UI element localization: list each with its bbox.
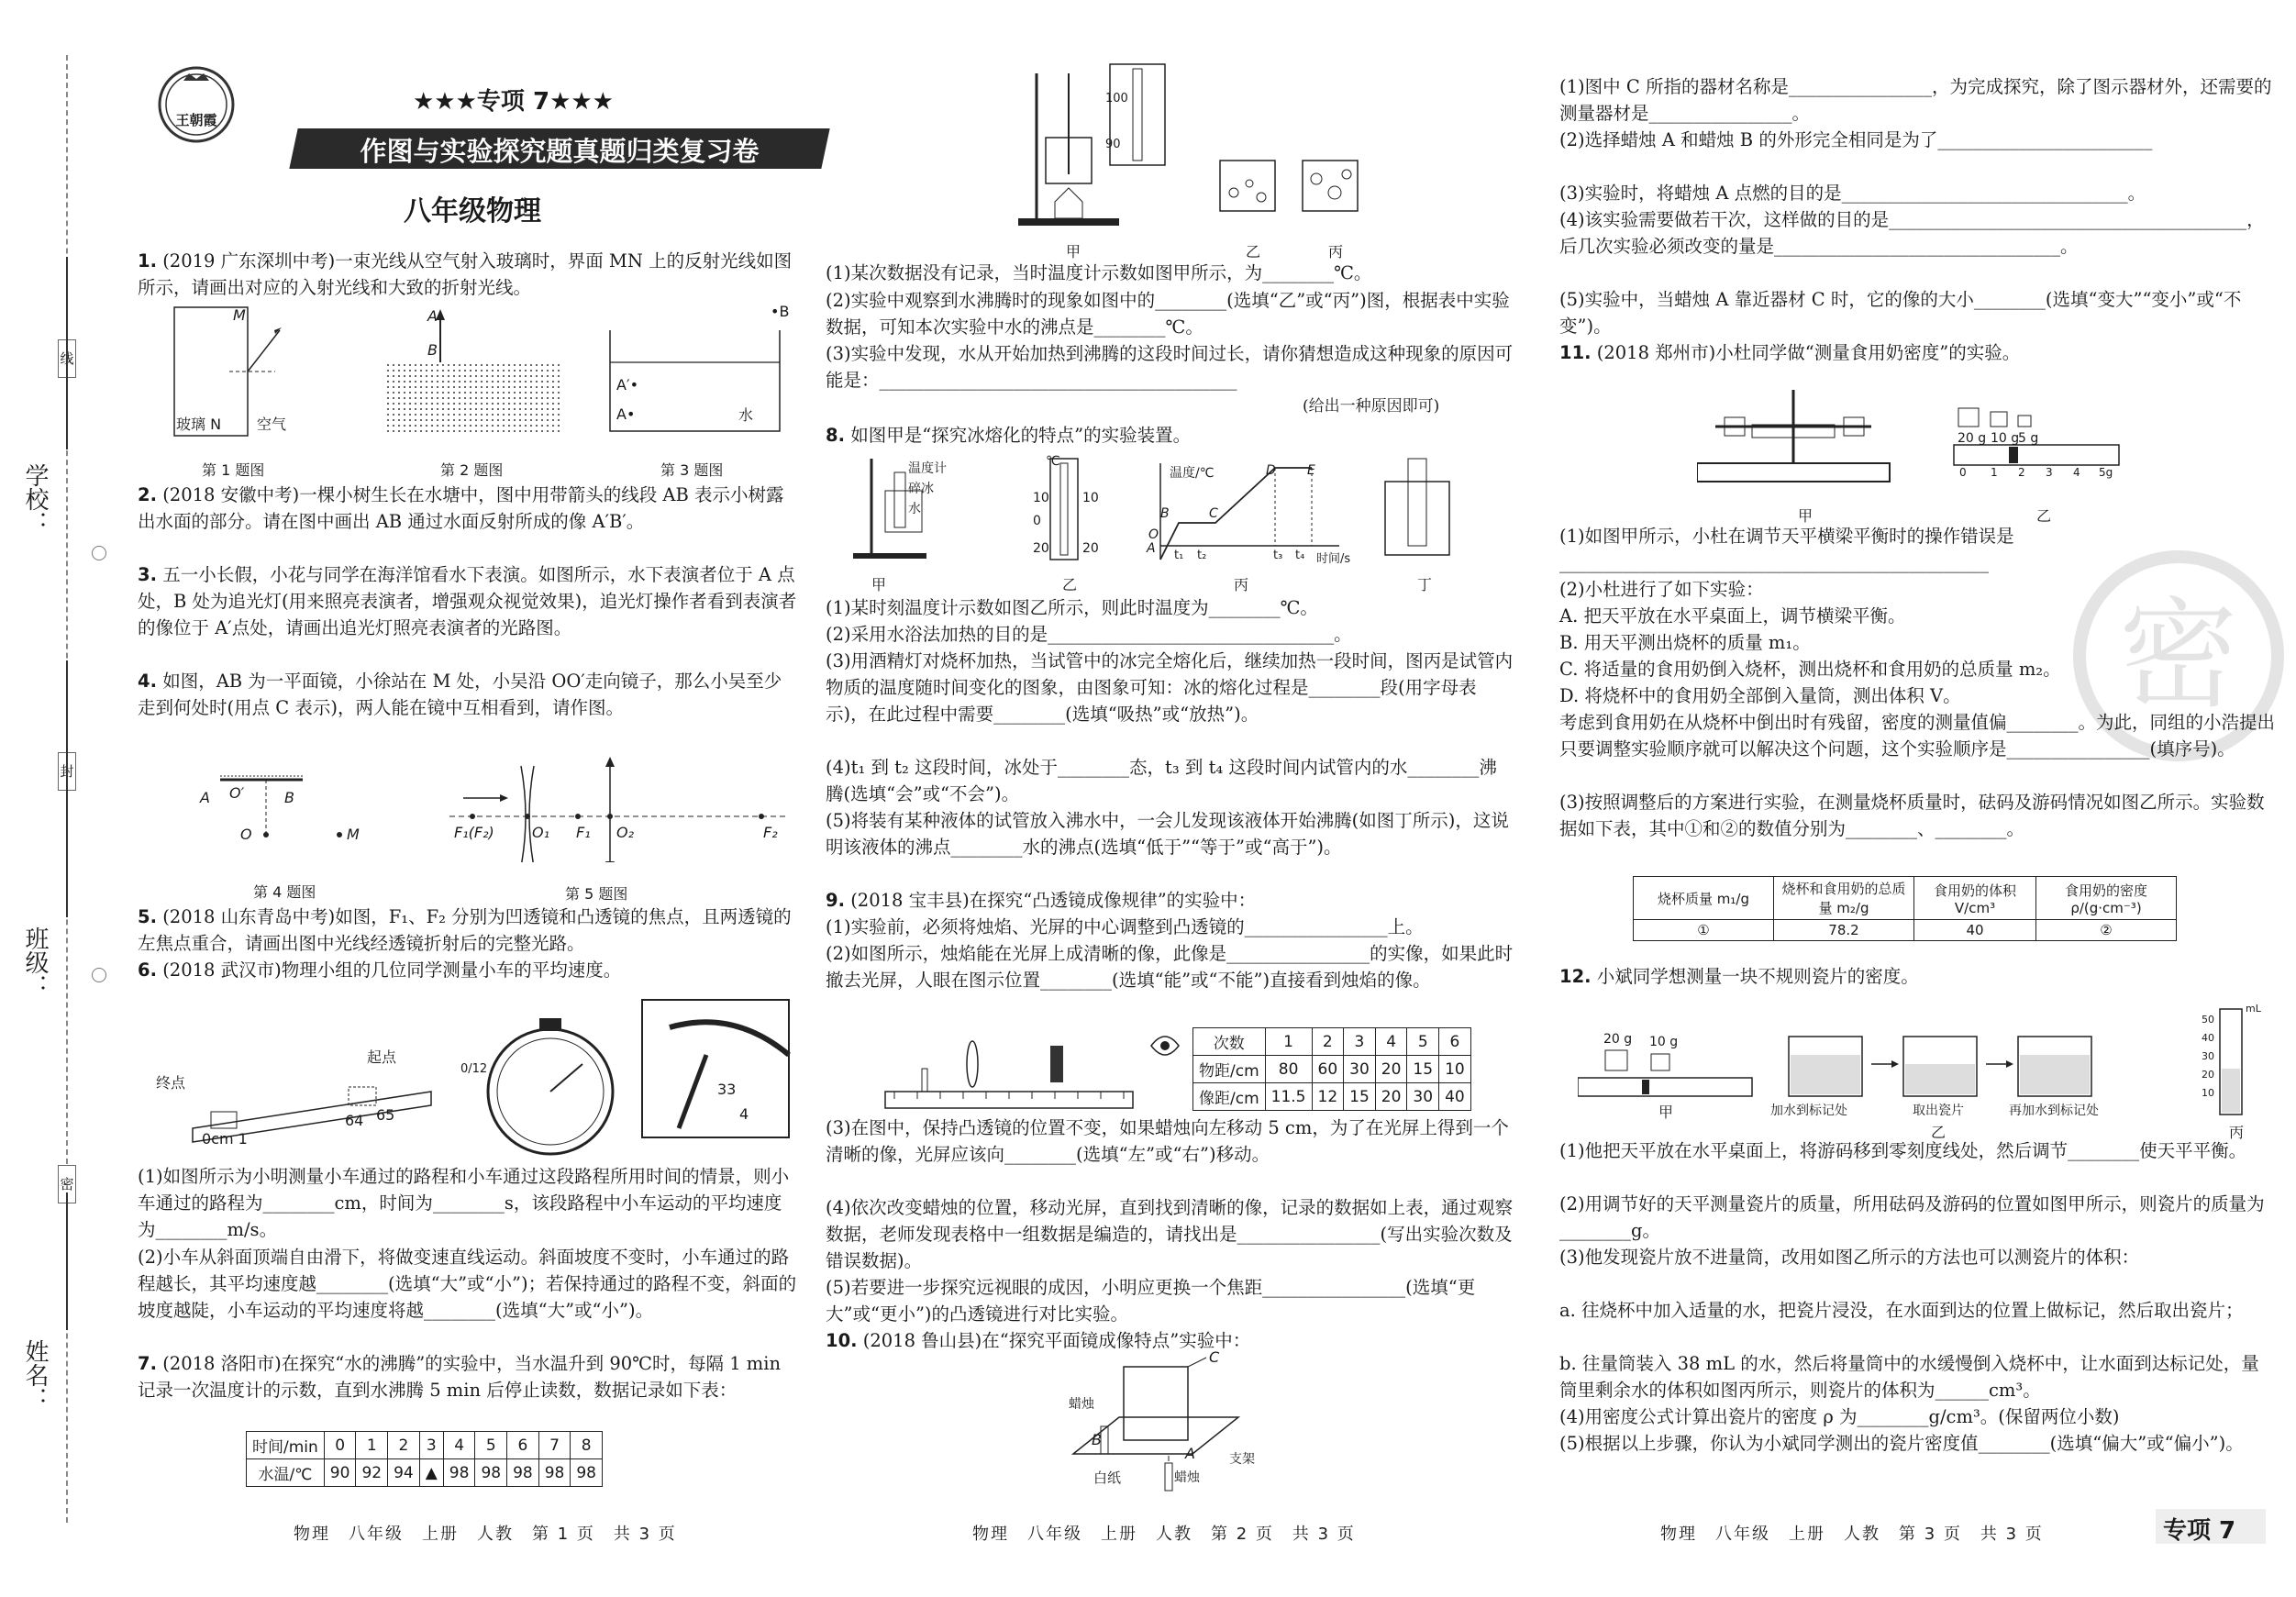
fig8-label-d: D: [1266, 463, 1276, 478]
question-12-2: (2)用调节好的天平测量瓷片的质量，所用砝码及游码的位置如图甲所示，则瓷片的质量为________g。: [1559, 1193, 2265, 1241]
question-8-4: (4)t₁ 到 t₂ 这段时间，冰处于________态，t₃ 到 t₄ 这段时间内试管内的水________沸腾(选填“会”或“不会”)。: [826, 757, 1497, 804]
fig10-label-b: B: [1092, 1431, 1102, 1448]
fig8-label-d-fig: 丁: [1417, 576, 1433, 593]
question-11-3: 考虑到食用奶在从烧杯中倒出时有残留，密度的测量值偏________。为此，同组的小浩提出只要调整实验顺序就可以解决这个问题，这个实验顺序是________________(填序号)。: [1559, 712, 2276, 760]
fig5-label-f1: F₁: [576, 824, 591, 841]
question-9-1: (1)实验前，必须将烛焰、光屏的中心调整到凸透镜的________________上。: [826, 916, 1424, 937]
fig8-label-e: E: [1307, 463, 1315, 478]
seal-word-middle: 封: [58, 752, 76, 791]
fig12-label-20g: 20 g: [1603, 1032, 1633, 1047]
school-field[interactable]: [66, 257, 68, 449]
fig2-caption: 第 2 题图: [440, 461, 504, 479]
fig4-caption: 第 4 题图: [253, 883, 316, 901]
table-cell: 98: [507, 1459, 539, 1487]
question-11: 11. (2018 郑州市)小杜同学做“测量食用奶密度”的实验。: [1559, 342, 2021, 363]
table-cell: ▲: [419, 1459, 443, 1487]
table-7: [246, 1431, 603, 1487]
fig8-label-0: 0: [1033, 514, 1041, 528]
question-9-2: (2)如图所示，烛焰能在光屏上成清晰的像，此像是________________的实像，如果此时撤去光屏，人眼在图示位置________(选填“能”或“不能”)直接看到烛焰的像。: [826, 943, 1514, 991]
question-6-1: (1)如图所示为小明测量小车通过的路程和小车通过这段路程所用时间的情景，则小车通过的路程为________cm，时间为________s，该段路程中小车运动的平均速度为________m/s。: [138, 1166, 790, 1240]
question-11-4: (3)按照调整后的方案进行实验，在测量烧杯质量时，砝码及游码情况如图乙所示。实验数据如下表，其中①和②的数值分别为________、________。: [1559, 792, 2265, 839]
question-12-3: (3)他发现瓷片放不进量筒，改用如图乙所示的方法也可以测瓷片的体积：: [1559, 1247, 2140, 1268]
figure-5: [449, 752, 798, 862]
figure-10: [1055, 1353, 1266, 1500]
logo-text: 王朝霞: [175, 112, 217, 128]
question-11-steps: [1559, 603, 2275, 709]
table-cell: 时间/min: [247, 1432, 325, 1459]
fig5-label-o1: O₁: [532, 824, 550, 841]
table-cell: 10: [1439, 1056, 1471, 1083]
fig2-label-b: B: [427, 341, 438, 359]
fig12-label-30: 30: [2202, 1050, 2214, 1062]
fig11-label-5g-scale: 5g: [2099, 466, 2113, 479]
publisher-logo: [156, 64, 237, 145]
page-1: [138, 0, 807, 1597]
fig7-label-b: 乙: [1246, 243, 1261, 261]
table-cell: 30: [1407, 1083, 1439, 1111]
table-cell: 94: [388, 1459, 420, 1487]
question-8-5: (5)将装有某种液体的试管放入沸水中，一会儿发现该液体开始沸腾(如图丁所示)，这说明该液体的沸点________水的沸点(选填“低于”“等于”或“高于”)。: [826, 810, 1509, 858]
figure-2: [385, 307, 569, 445]
fig12-label-50: 50: [2202, 1014, 2214, 1026]
fig8-label-thermometer: 温度计: [908, 461, 947, 476]
fig5-label-f1f2: F₁(F₂): [454, 824, 494, 841]
question-12-1: (1)他把天平放在水平桌面上，将游码移到零刻度线处，然后调节________使天平平衡。: [1559, 1140, 2247, 1161]
fig1-caption: 第 1 题图: [202, 461, 265, 479]
table-cell: ①: [1634, 920, 1774, 941]
question-10-3: (3)实验时，将蜡烛 A 点燃的目的是________________________________。: [1559, 183, 2146, 204]
question-9-4: (4)依次改变蜡烛的位置，移动光屏，直到找到清晰的像，记录的数据如上表，通过观察数据，老师发现表格中一组数据是编造的，请找出是________________(写出实验次数及错误数据)。: [826, 1197, 1514, 1271]
fig11-label-a: 甲: [1798, 507, 1814, 525]
fig4-label-a: A: [200, 789, 210, 806]
fig5-caption: 第 5 题图: [565, 885, 628, 903]
table-cell: 6: [507, 1432, 539, 1459]
fig1-label-glass: 玻璃 N: [176, 416, 222, 433]
fig11-label-b: 乙: [2036, 507, 2052, 525]
fig6-label-start: 起点: [367, 1048, 397, 1066]
question-12: 12. 小斌同学想测量一块不规则瓷片的密度。: [1559, 966, 1919, 987]
fig8-label-origin: O: [1148, 527, 1159, 542]
table-row: [247, 1432, 603, 1459]
question-10: 10. (2018 鲁山县)在“探究平面镜成像特点”实验中：: [826, 1330, 1251, 1351]
fig6-label-end: 终点: [156, 1074, 186, 1092]
table-cell: 98: [538, 1459, 571, 1487]
footer-page-2: 物理 八年级 上册 人教 第 2 页 共 3 页: [972, 1525, 1356, 1544]
table-cell: 烧杯和食用奶的总质量 m₂/g: [1774, 877, 1914, 920]
question-5: 5. (2018 山东青岛中考)如图，F₁、F₂ 分别为凹透镜和凸透镜的焦点，且两透镜的左焦点重合，请画出图中光线经透镜折射后的完整光路。: [138, 906, 792, 954]
question-9-3: (3)在图中，保持凸透镜的位置不变，如果蜡烛向左移动 5 cm，为了在光屏上得到一个清晰的像，光屏应该向________(选填“左”或“右”)移动。: [826, 1117, 1509, 1165]
question-8-3: (3)用酒精灯对烧杯加热，当试管中的冰完全熔化后，继续加热一段时间，图丙是试管内物质的温度随时间变化的图象，由图象可知：冰的熔化过程是________段(用字母表示)，在此过程中需要________(选填“吸热”或“放热”)。: [826, 650, 1514, 725]
fig12-label-40: 40: [2202, 1032, 2214, 1044]
question-7-note: (给出一种原因即可): [1303, 397, 1440, 416]
table-cell: 80: [1265, 1056, 1312, 1083]
question-12-4: (4)用密度公式计算出瓷片的密度 ρ 为________g/cm³。(保留两位小数): [1559, 1406, 2120, 1427]
table-cell: 物距/cm: [1193, 1056, 1266, 1083]
table-cell: 90: [324, 1459, 356, 1487]
table-cell: 60: [1312, 1056, 1344, 1083]
fig12-label-a: 甲: [1658, 1103, 1674, 1121]
table-cell: 98: [571, 1459, 603, 1487]
question-text: (2019 广东深圳中考)一束光线从空气射入玻璃时，界面 MN 上的反射光线如图所示，请画出对应的入射光线和大致的折射光线。: [138, 250, 793, 298]
fig11-label-1: 1: [1991, 466, 1998, 479]
fig8-label-t2: t₂: [1197, 549, 1207, 562]
fig4-label-b: B: [284, 789, 294, 806]
table-row: [247, 1459, 603, 1487]
question-6-2: (2)小车从斜面顶端自由滑下，将做变速直线运动。斜面坡度不变时，小车通过的路程越长，其平均速度越________(选填“大”或“小”)；若保持通过的路程不变，斜面的坡度越陡，小车运动的平均速度将越________(选填“大”或“小”)。: [138, 1247, 797, 1321]
name-field[interactable]: [66, 1192, 68, 1330]
question-10-2: (2)选择蜡烛 A 和蜡烛 B 的外形完全相同是为了________________________: [1559, 129, 2153, 150]
fig1-label-air: 空气: [257, 416, 287, 433]
table-row: [1193, 1083, 1471, 1111]
table-cell: 5: [475, 1432, 507, 1459]
table-cell: 食用奶的密度 ρ/(g·cm⁻³): [2036, 877, 2177, 920]
table-cell: 像距/cm: [1193, 1083, 1266, 1111]
class-label: 班级：: [21, 926, 49, 998]
fig10-label-c: C: [1209, 1348, 1220, 1366]
fig6-label-64: 64: [345, 1112, 364, 1129]
fig8-label-20-left: 20: [1033, 541, 1049, 556]
fig12-label-c: 丙: [2229, 1124, 2245, 1141]
page-title: 作图与实验探究题真题归类复习卷: [360, 136, 760, 167]
list-item: C. 将适量的食用奶倒入烧杯，测出烧杯和食用奶的总质量 m₂。: [1559, 659, 2061, 680]
question-11-2: (2)小杜进行了如下实验：: [1559, 579, 1764, 600]
fig8-label-b: 乙: [1062, 576, 1078, 593]
fig8-label-20-right: 20: [1082, 541, 1099, 556]
fig11-label-20g: 20 g: [1958, 431, 1987, 446]
fig8-label-pt-a: A: [1147, 541, 1156, 556]
list-item: B. 用天平测出烧杯的质量 m₁。: [1559, 632, 1811, 653]
question-1: [138, 248, 798, 301]
name-label: 姓名：: [21, 1339, 49, 1411]
fig1-label-m: M: [233, 306, 246, 324]
publisher-logo-icon: [156, 64, 237, 145]
fig12-label-20: 20: [2202, 1069, 2214, 1081]
fig11-label-10g: 10 g: [1991, 431, 2020, 446]
table-cell: 98: [443, 1459, 475, 1487]
class-field[interactable]: [66, 660, 68, 917]
question-12-3b: b. 往量筒装入 38 mL 的水，然后将量筒中的水缓慢倒入烧杯中，让水面到达标记处，量筒里剩余水的体积如图丙所示，则瓷片的体积为______cm³。: [1559, 1353, 2259, 1401]
fig7-label-c: 丙: [1328, 243, 1344, 261]
fig8-label-10-right: 10: [1082, 491, 1099, 505]
table-cell: 4: [443, 1432, 475, 1459]
fig8-label-celsius: ℃: [1046, 454, 1060, 469]
eye-icon: [1142, 1018, 1188, 1073]
fig5-label-f2: F₂: [763, 824, 778, 841]
fig4-label-o-prime: O′: [229, 784, 245, 802]
table-cell: 1: [356, 1432, 388, 1459]
subtitle: 八年级物理: [404, 195, 541, 227]
fig2-label-a: A: [427, 307, 438, 325]
punch-hole-icon: [92, 546, 106, 560]
fig3-label-a-prime: A′•: [616, 376, 639, 394]
question-11-1: (1)如图甲所示，小杜在调节天平横梁平衡时的操作错误是________________________________________________: [1559, 526, 2014, 573]
question-10-4: (4)该实验需要做若干次，这样做的目的是________________________________________，后几次实验必须改变的量是________________________________。: [1559, 209, 2265, 257]
punch-hole-icon: [92, 968, 106, 982]
table-row: [1634, 920, 2177, 941]
fig3-label-a: A•: [616, 405, 636, 423]
question-10-5: (5)实验中，当蜡烛 A 靠近器材 C 时，它的像的大小________(选填“变大”“变小”或“不变”)。: [1559, 289, 2242, 337]
fig7-label-a: 甲: [1066, 243, 1081, 261]
question-12-3a: a. 往烧杯中加入适量的水，把瓷片浸没，在水面到达的位置上做标记，然后取出瓷片；: [1559, 1300, 2244, 1321]
fig10-label-candle-a: 蜡烛: [1174, 1470, 1200, 1485]
page-2: [826, 0, 1523, 1597]
fig8-label-t3: t₃: [1273, 549, 1283, 562]
special-label: ★★★专项 7★★★: [413, 88, 614, 116]
footer-page-3: 物理 八年级 上册 人教 第 3 页 共 3 页: [1660, 1525, 2044, 1544]
table-cell: 98: [475, 1459, 507, 1487]
fig11-label-3: 3: [2046, 466, 2053, 479]
fig7-label-100: 100: [1105, 92, 1128, 105]
fig3-label-b: •B: [771, 303, 790, 320]
question-3: 3. 五一小长假，小花与同学在海洋馆看水下表演。如图所示，水下表演者位于 A 点处，B 处为追光灯(用来照亮表演者，增强观众视觉效果)，追光灯操作者看到表演者的像位于 A′点处，请画出追光灯照亮表演者的光路图。: [138, 564, 797, 638]
fig10-label-paper: 白纸: [1093, 1469, 1122, 1486]
section-tag: 专项 7: [2163, 1517, 2236, 1545]
table-cell: 8: [571, 1432, 603, 1459]
table-11: [1633, 876, 2177, 941]
fig3-caption: 第 3 题图: [660, 461, 724, 479]
table-cell: 6: [1439, 1028, 1471, 1056]
fig10-label-candle-b: 蜡烛: [1069, 1397, 1094, 1412]
question-8: 8. 如图甲是“探究冰熔化的特点”的实验装置。: [826, 425, 1192, 446]
table-cell: 次数: [1193, 1028, 1266, 1056]
seal-word-bottom: 密: [58, 1165, 76, 1203]
table-cell: 3: [1344, 1028, 1376, 1056]
page-3: [1559, 0, 2284, 1597]
fig8-label-t4: t₄: [1295, 549, 1305, 562]
table-cell: 20: [1375, 1056, 1407, 1083]
table-cell: 食用奶的体积 V/cm³: [1914, 877, 2036, 920]
figure-9: [881, 1018, 1137, 1119]
fig6-label-4: 4: [739, 1105, 749, 1123]
question-12-5: (5)根据以上步骤，你认为小斌同学测出的瓷片密度值________(选填“偏大”或“偏小”)。: [1559, 1433, 2244, 1454]
table-cell: 92: [356, 1459, 388, 1487]
table-cell: 15: [1407, 1056, 1439, 1083]
question-9-5: (5)若要进一步探究远视眼的成因，小明应更换一个焦距________________(选填“更大”或“更小”)的凸透镜进行对比实验。: [826, 1277, 1476, 1325]
question-2: 2. (2018 安徽中考)一棵小树生长在水塘中，图中用带箭头的线段 AB 表示小树露出水面的部分。请在图中画出 AB 通过水面反射所成的像 A′B′。: [138, 484, 784, 532]
question-7-2: (2)实验中观察到水沸腾时的现象如图中的________(选填“乙”或“丙”)图，根据表中实验数据，可知本次实验中水的沸点是________℃。: [826, 290, 1510, 338]
fig11-label-0: 0: [1959, 466, 1967, 479]
fig12-label-b: 乙: [1931, 1124, 1947, 1141]
table-cell: 40: [1914, 920, 2036, 941]
fig6-label-clock: 0/12: [460, 1062, 488, 1076]
table-cell: 2: [388, 1432, 420, 1459]
school-label: 学校：: [21, 463, 49, 535]
list-item: D. 将烧杯中的食用奶全部倒入量筒，测出体积 V。: [1559, 685, 1961, 706]
question-8-2: (2)采用水浴法加热的目的是________________________________。: [826, 624, 1352, 645]
fig12-label-step1: 加水到标记处: [1770, 1103, 1847, 1118]
fig8-label-10-left: 10: [1033, 491, 1049, 505]
table-cell: 烧杯质量 m₁/g: [1634, 877, 1774, 920]
table-cell: 4: [1375, 1028, 1407, 1056]
fig8-label-t1: t₁: [1174, 549, 1184, 562]
table-cell: 30: [1344, 1056, 1376, 1083]
table-cell: 0: [324, 1432, 356, 1459]
table-cell: 水温/℃: [247, 1459, 325, 1487]
table-row: [1634, 877, 2177, 920]
fig6-label-65: 65: [376, 1106, 395, 1124]
seal-word-top: 线: [58, 339, 76, 378]
table-cell: 20: [1375, 1083, 1407, 1111]
fig7-label-90: 90: [1105, 138, 1121, 151]
question-4: 4. 如图，AB 为一平面镜，小徐站在 M 处，小吴沿 OO′走向镜子，那么小吴至少走到何处时(用点 C 表示)，两人能在镜中互相看到，请作图。: [138, 671, 782, 718]
fig11-label-2: 2: [2018, 466, 2025, 479]
fig12-label-10: 10: [2202, 1087, 2214, 1099]
question-7-3: (3)实验中发现，水从开始加热到沸腾的这段时间过长，请你猜想造成这种现象的原因可能是：________________________________________: [826, 343, 1514, 391]
fig8-label-a: 甲: [871, 576, 887, 593]
list-item: A. 把天平放在水平桌面上，调节横梁平衡。: [1559, 605, 1906, 627]
fig6-label-33: 33: [717, 1081, 737, 1098]
fig3-label-water: 水: [738, 406, 754, 424]
table-row: [1193, 1028, 1471, 1056]
fig11-label-4: 4: [2073, 466, 2080, 479]
fig6-label-zero: 0cm 1: [202, 1130, 248, 1148]
table-cell: 40: [1439, 1083, 1471, 1111]
fig10-label-stand: 支架: [1229, 1452, 1255, 1467]
table-cell: 1: [1265, 1028, 1312, 1056]
footer-page-1: 物理 八年级 上册 人教 第 1 页 共 3 页: [294, 1525, 677, 1544]
figure-7: [1009, 55, 1422, 238]
binding-margin: [0, 0, 138, 1597]
table-cell: 5: [1407, 1028, 1439, 1056]
table-9: [1192, 1027, 1471, 1111]
table-cell: 3: [419, 1432, 443, 1459]
question-8-1: (1)某时刻温度计示数如图乙所示，则此时温度为________℃。: [826, 597, 1318, 618]
fig8-label-water: 水: [908, 502, 921, 516]
fig5-label-o2: O₂: [616, 824, 635, 841]
question-7: 7. (2018 洛阳市)在探究“水的沸腾”的实验中，当水温升到 90℃时，每隔 1 min 记录一次温度计的示数，直到水沸腾 5 min 后停止读数，数据记录如下表：: [138, 1353, 782, 1401]
fig10-label-a: A: [1185, 1445, 1195, 1462]
fig8-label-pt-c: C: [1209, 506, 1218, 521]
table-cell: 2: [1312, 1028, 1344, 1056]
question-9: 9. (2018 宝丰县)在探究“凸透镜成像规律”的实验中：: [826, 890, 1257, 911]
table-cell: 12: [1312, 1083, 1344, 1111]
fig12-label-step2: 取出瓷片: [1913, 1103, 1964, 1118]
table-cell: 7: [538, 1432, 571, 1459]
fig12-label-10g: 10 g: [1649, 1035, 1679, 1049]
table-cell: 15: [1344, 1083, 1376, 1111]
table-cell: 78.2: [1774, 920, 1914, 941]
table-cell: 11.5: [1265, 1083, 1312, 1111]
fig8-label-ice: 碎冰: [908, 482, 934, 496]
question-6: 6. (2018 武汉市)物理小组的几位同学测量小车的平均速度。: [138, 959, 622, 981]
table-row: [1193, 1056, 1471, 1083]
figure-6: [156, 991, 798, 1165]
fig12-label-step3: 再加水到标记处: [2009, 1103, 2099, 1118]
fig12-label-ml: mL: [2246, 1003, 2261, 1015]
table-cell: ②: [2036, 920, 2177, 941]
question-number: 1.: [138, 250, 157, 272]
question-10-1: (1)图中 C 所指的器材名称是________________，为完成探究，除了图示器材外，还需要的测量器材是________________。: [1559, 76, 2272, 124]
watermark-seal: 密: [2073, 550, 2284, 761]
fig4-label-o: O: [240, 826, 252, 843]
fig11-label-5g: 5 g: [2018, 431, 2039, 446]
fig4-label-m: M: [347, 826, 360, 843]
figure-11: [1697, 372, 2137, 500]
fig8-label-xaxis: 时间/s: [1316, 552, 1351, 566]
fig8-label-pt-b: B: [1160, 506, 1170, 521]
fig8-label-yaxis: 温度/℃: [1170, 466, 1215, 481]
fig8-label-c-fig: 丙: [1234, 576, 1249, 593]
question-7-1: (1)某次数据没有记录，当时温度计示数如图甲所示，为________℃。: [826, 262, 1372, 283]
